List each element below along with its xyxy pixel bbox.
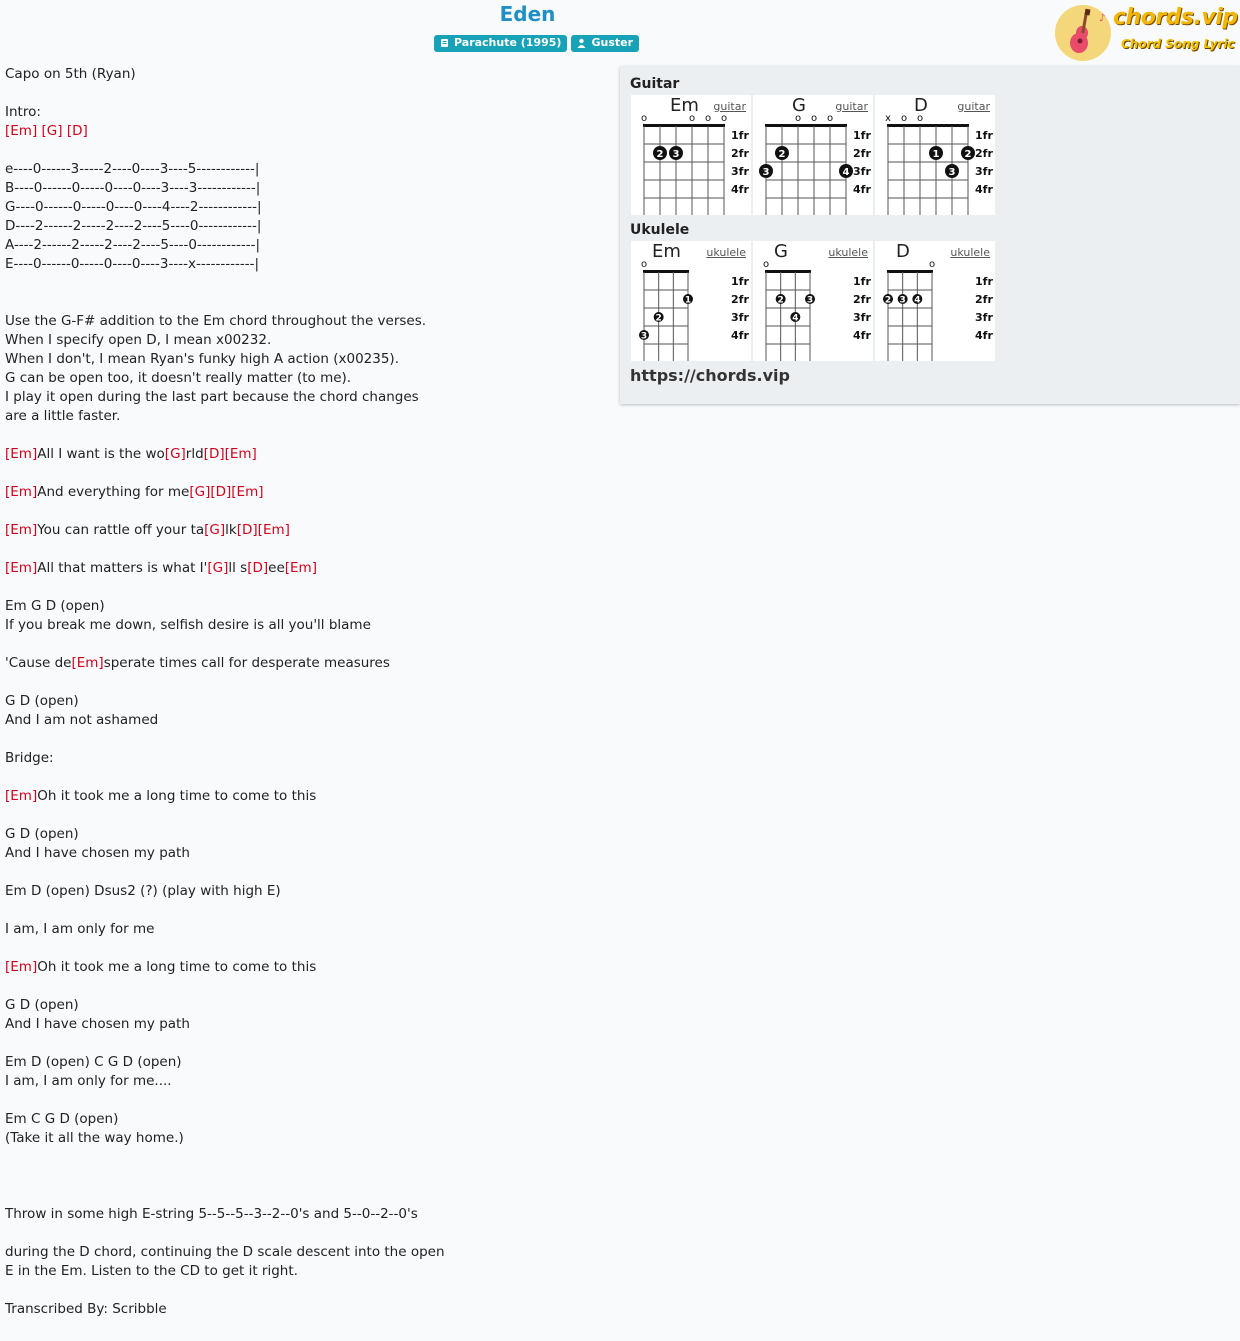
sheet-line [5, 312, 605, 331]
blank-line [5, 540, 605, 559]
lyric-text: I play it open during the last part because the chord changes [5, 389, 419, 405]
lyric-text: G can be open too, it doesn't really matter (to me). [5, 370, 352, 386]
finger-number: 3 [762, 167, 770, 178]
sheet-line [5, 844, 605, 863]
sheet-line [5, 521, 605, 540]
fret-label: 1fr [975, 129, 993, 142]
finger-number: 2 [884, 295, 892, 306]
sheet-line [5, 350, 605, 369]
lyric-text: G D (open) [5, 693, 79, 709]
blank-line [5, 673, 605, 692]
sheet-line [5, 597, 605, 616]
logo-tagline: Chord Song Lyric [1121, 37, 1235, 51]
sheet-line [5, 920, 605, 939]
blank-line [5, 806, 605, 825]
fret-label: 1fr [731, 129, 749, 142]
blank-line [5, 84, 605, 103]
chord-link[interactable]: [Em] [5, 446, 38, 462]
lyric-text: e----0------3-----2----0----3----5------------| [5, 161, 260, 177]
open-string-marker: o [810, 113, 818, 124]
finger-number: 2 [655, 313, 662, 324]
sheet-line [5, 882, 605, 901]
blank-line [5, 901, 605, 920]
chord-link[interactable]: [G] [164, 446, 186, 462]
fret-label: 4fr [975, 183, 993, 196]
lyric-text: All I want is the wo [37, 446, 165, 462]
lyric-text: (Take it all the way home.) [5, 1130, 184, 1146]
lyric-text: Intro: [5, 104, 41, 120]
blank-line [5, 1186, 605, 1205]
chord-sheet [5, 65, 605, 1319]
fret-label: 2fr [975, 147, 993, 160]
fretboard-grid [753, 241, 873, 361]
fret-label: 1fr [731, 275, 749, 288]
lyric-text: Throw in some high E-string 5--5--5--3--2--0's and 5--0--2--0's [5, 1206, 418, 1222]
song-tags [434, 35, 639, 52]
finger-number: 2 [778, 149, 786, 160]
fret-label: 4fr [731, 183, 749, 196]
fretboard-grid [875, 95, 995, 215]
lyric-text: lk [225, 522, 237, 538]
book-icon [440, 38, 449, 48]
open-string-marker: o [640, 259, 648, 270]
lyric-text: E----0------0-----0----0----3----x------------| [5, 256, 259, 272]
fret-label: 4fr [853, 329, 871, 342]
blank-line [5, 426, 605, 445]
finger-number: 3 [806, 295, 814, 306]
sheet-line [5, 255, 605, 274]
lyric-text: And I have chosen my path [5, 1016, 190, 1032]
sheet-line [5, 1262, 605, 1281]
chord-name: Em [670, 95, 699, 116]
open-string-marker: o [640, 113, 648, 124]
open-string-marker: o [794, 113, 802, 124]
chord-link[interactable]: [G] [41, 123, 63, 139]
sheet-line [5, 160, 605, 179]
fret-label: 1fr [853, 275, 871, 288]
ukulele-section-title: Ukulele [630, 222, 690, 238]
blank-line [5, 1034, 605, 1053]
sheet-line [5, 1129, 605, 1148]
lyric-text: G----0------0-----0----0----4----2------------| [5, 199, 262, 215]
sheet-line [5, 711, 605, 730]
chord-diagrams-panel [620, 66, 1240, 404]
open-string-marker: o [916, 113, 924, 124]
album-tag[interactable] [434, 35, 567, 52]
fret-label: 3fr [975, 165, 993, 178]
fret-label: 2fr [975, 293, 993, 306]
guitar-logo-icon [1055, 3, 1113, 61]
sheet-line [5, 1205, 605, 1224]
chord-link[interactable]: [G] [207, 560, 229, 576]
fret-label: 3fr [853, 311, 871, 324]
lyric-text: rld [185, 446, 204, 462]
guitar-chord-diagram-d[interactable] [875, 95, 995, 215]
sheet-line [5, 1072, 605, 1091]
chord-link[interactable]: [Em] [5, 522, 38, 538]
fretboard-grid [753, 95, 873, 215]
open-string-marker: o [688, 113, 696, 124]
blank-line [5, 1224, 605, 1243]
blank-line [5, 464, 605, 483]
sheet-line [5, 179, 605, 198]
blank-line [5, 141, 605, 160]
sheet-line [5, 483, 605, 502]
lyric-text: I am, I am only for me [5, 921, 155, 937]
fret-label: 4fr [731, 329, 749, 342]
lyric-text: Oh it took me a long time to come to this [37, 788, 317, 804]
sheet-line [5, 996, 605, 1015]
chord-link[interactable]: [Em] [5, 560, 38, 576]
chord-link[interactable]: [Em] [5, 788, 38, 804]
sheet-line [5, 825, 605, 844]
finger-number: 4 [914, 295, 921, 306]
fretboard-grid [875, 241, 995, 361]
sheet-line [5, 1053, 605, 1072]
blank-line [5, 293, 605, 312]
lyric-text: G D (open) [5, 997, 79, 1013]
instrument-link[interactable]: ukulele [706, 246, 746, 259]
ukulele-chord-diagram-g[interactable] [753, 241, 873, 361]
sheet-line [5, 369, 605, 388]
blank-line [5, 977, 605, 996]
chord-link[interactable]: [D] [210, 484, 232, 500]
instrument-link[interactable]: guitar [713, 100, 746, 113]
artist-tag-label: Guster [591, 36, 634, 49]
sheet-line [5, 958, 605, 977]
chord-link[interactable]: [Em] [231, 484, 264, 500]
lyric-text: Em G D (open) [5, 598, 105, 614]
lyric-text: ee [268, 560, 285, 576]
fret-label: 1fr [975, 275, 993, 288]
lyric-text: G D (open) [5, 826, 79, 842]
lyric-text: Use the G-F# addition to the Em chord throughout the verses. [5, 313, 427, 329]
sheet-line [5, 217, 605, 236]
lyric-text: B----0------0-----0----0----3----3------------| [5, 180, 261, 196]
fret-label: 2fr [853, 293, 871, 306]
chord-link[interactable]: [D] [236, 522, 258, 538]
finger-number: 4 [842, 167, 850, 178]
lyric-text: Em D (open) C G D (open) [5, 1054, 182, 1070]
blank-line [5, 1091, 605, 1110]
fret-label: 3fr [731, 165, 749, 178]
lyric-text: A----2------2-----2----2----5----0------------| [5, 237, 261, 253]
lyric-text: Em D (open) Dsus2 (?) (play with high E) [5, 883, 281, 899]
fret-label: 4fr [975, 329, 993, 342]
site-url[interactable]: https://chords.vip [630, 366, 790, 385]
lyric-text: ll s [228, 560, 248, 576]
guitar-chord-diagram-em[interactable] [631, 95, 751, 215]
album-tag-label: Parachute (1995) [454, 36, 562, 49]
chord-link[interactable]: [Em] [5, 484, 38, 500]
finger-number: 1 [932, 149, 940, 160]
sheet-line [5, 692, 605, 711]
lyric-text: Oh it took me a long time to come to this [37, 959, 317, 975]
chord-link[interactable]: [D] [247, 560, 269, 576]
svg-text:♪: ♪ [1099, 13, 1106, 24]
finger-number: 3 [899, 295, 906, 306]
open-string-marker: o [762, 259, 770, 270]
lyric-text: during the D chord, continuing the D scale descent into the open [5, 1244, 445, 1260]
instrument-link[interactable]: ukulele [828, 246, 868, 259]
artist-tag[interactable] [571, 35, 639, 52]
lyric-text: You can rattle off your ta [37, 522, 205, 538]
chord-link[interactable]: [D] [66, 123, 88, 139]
sheet-line [5, 749, 605, 768]
lyric-text: If you break me down, selfish desire is all you'll blame [5, 617, 371, 633]
lyric-text: And everything for me [37, 484, 190, 500]
sheet-line [5, 1300, 605, 1319]
open-string-marker: o [704, 113, 712, 124]
sheet-line [5, 122, 605, 141]
sheet-line [5, 236, 605, 255]
chord-link[interactable]: [D] [203, 446, 225, 462]
chord-link[interactable]: [Em] [224, 446, 257, 462]
lyric-text: sperate times call for desperate measures [103, 655, 390, 671]
finger-number: 3 [948, 167, 956, 178]
finger-number: 2 [656, 149, 664, 160]
lyric-text: When I don't, I mean Ryan's funky high A action (x00235). [5, 351, 399, 367]
user-icon [577, 38, 586, 48]
lyric-text: Transcribed By: Scribble [5, 1301, 167, 1317]
sheet-line [5, 65, 605, 84]
open-string-marker: o [720, 113, 728, 124]
lyric-text: D----2------2-----2----2----5----0------------| [5, 218, 262, 234]
site-logo[interactable] [1055, 3, 1238, 61]
chord-link[interactable]: [Em] [71, 655, 104, 671]
sheet-line [5, 654, 605, 673]
fret-label: 2fr [731, 147, 749, 160]
chord-name: D [914, 95, 928, 116]
finger-number: 2 [777, 295, 784, 306]
lyric-text: Em C G D (open) [5, 1111, 119, 1127]
blank-line [5, 939, 605, 958]
chord-link[interactable]: [G] [189, 484, 211, 500]
fretboard-grid [631, 241, 751, 361]
lyric-text: When I specify open D, I mean x00232. [5, 332, 272, 348]
blank-line [5, 502, 605, 521]
finger-number: 3 [672, 149, 680, 160]
song-title: Eden [499, 2, 556, 26]
chord-name: G [774, 241, 788, 262]
ukulele-chord-diagram-d[interactable] [875, 241, 995, 361]
chord-link[interactable]: [G] [204, 522, 226, 538]
chord-link[interactable]: [Em] [5, 123, 38, 139]
instrument-link[interactable]: ukulele [950, 246, 990, 259]
fret-label: 1fr [853, 129, 871, 142]
blank-line [5, 1167, 605, 1186]
instrument-link[interactable]: guitar [835, 100, 868, 113]
lyric-text: Bridge: [5, 750, 54, 766]
lyric-text: And I have chosen my path [5, 845, 190, 861]
sheet-line [5, 407, 605, 426]
sheet-line [5, 787, 605, 806]
chord-name: Em [652, 241, 681, 262]
chord-name: D [896, 241, 910, 262]
sheet-line [5, 616, 605, 635]
chord-link[interactable]: [Em] [5, 959, 38, 975]
lyric-text: 'Cause de [5, 655, 72, 671]
muted-string-marker: x [885, 113, 891, 124]
sheet-line [5, 331, 605, 350]
chord-name: G [792, 95, 806, 116]
blank-line [5, 274, 605, 293]
instrument-link[interactable]: guitar [957, 100, 990, 113]
sheet-line [5, 1243, 605, 1262]
chord-link[interactable]: [Em] [257, 522, 290, 538]
lyric-text: I am, I am only for me.... [5, 1073, 172, 1089]
blank-line [5, 578, 605, 597]
sheet-line [5, 1015, 605, 1034]
blank-line [5, 1148, 605, 1167]
sheet-line [5, 1110, 605, 1129]
fret-label: 3fr [975, 311, 993, 324]
finger-number: 3 [640, 331, 648, 342]
open-string-marker: o [900, 113, 908, 124]
fret-label: 4fr [853, 183, 871, 196]
fret-label: 2fr [853, 147, 871, 160]
open-string-marker: o [928, 259, 936, 270]
sheet-line [5, 559, 605, 578]
guitar-section-title: Guitar [630, 76, 680, 92]
blank-line [5, 768, 605, 787]
logo-name: chords.vip [1113, 5, 1238, 30]
sheet-line [5, 103, 605, 122]
sheet-line [5, 198, 605, 217]
open-string-marker: o [826, 113, 834, 124]
lyric-text: All that matters is what I' [37, 560, 208, 576]
finger-number: 4 [792, 313, 799, 324]
fret-label: 2fr [731, 293, 749, 306]
blank-line [5, 863, 605, 882]
blank-line [5, 1281, 605, 1300]
ukulele-chord-diagram-em[interactable] [631, 241, 751, 361]
finger-number: 1 [684, 295, 692, 306]
fret-label: 3fr [853, 165, 871, 178]
fret-label: 3fr [731, 311, 749, 324]
blank-line [5, 730, 605, 749]
lyric-text: Capo on 5th (Ryan) [5, 66, 136, 82]
blank-line [5, 635, 605, 654]
guitar-chord-diagram-g[interactable] [753, 95, 873, 215]
finger-number: 2 [964, 149, 972, 160]
chord-link[interactable]: [Em] [284, 560, 317, 576]
sheet-line [5, 388, 605, 407]
lyric-text: E in the Em. Listen to the CD to get it right. [5, 1263, 298, 1279]
sheet-line [5, 445, 605, 464]
lyric-text: are a little faster. [5, 408, 121, 424]
lyric-text: And I am not ashamed [5, 712, 159, 728]
